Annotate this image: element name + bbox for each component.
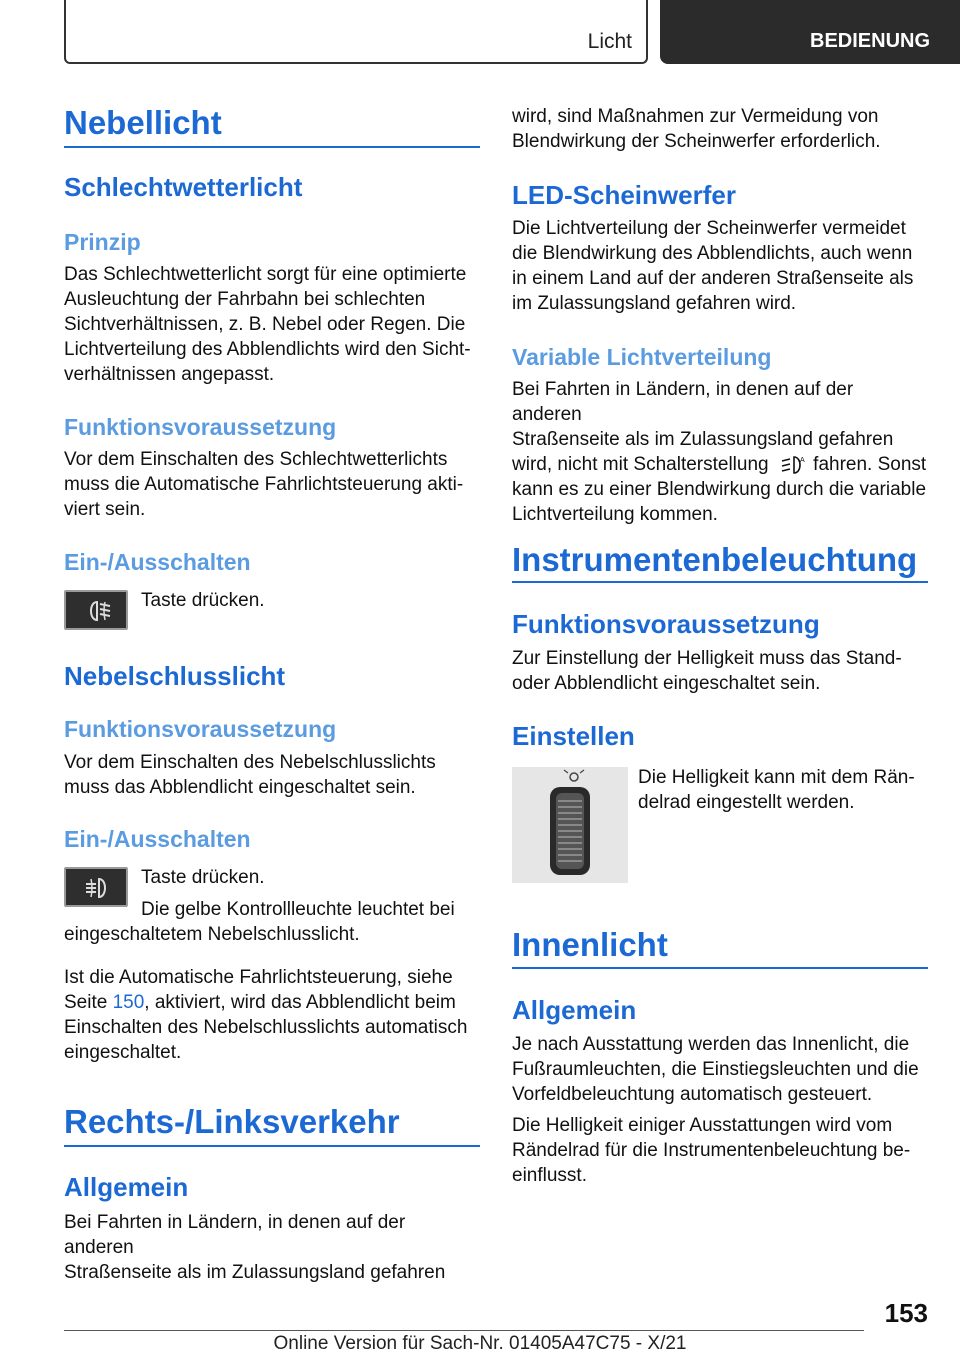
heading-rule — [512, 581, 928, 583]
svg-text:A: A — [799, 456, 805, 464]
heading-nebellicht: Nebellicht — [64, 104, 222, 141]
heading-variable: Variable Lichtverteilung — [512, 344, 772, 370]
heading-funktion-2: Funktionsvoraussetzung — [64, 716, 337, 742]
paragraph-funktion-1: Vor dem Einschalten des Schlechtwetterlichts muss die Automatische Fahrlichtsteuerung akti‐ viert sein. — [64, 449, 464, 520]
heading-rule — [64, 1145, 480, 1147]
heading-allgemein-left: Allgemein — [64, 1172, 189, 1202]
header-section: Licht — [587, 30, 632, 53]
fog-light-icon — [84, 598, 112, 624]
paragraph-auto: Ist die Automatische Fahrlichtsteuerung, siehe Seite 150, aktiviert, wird das Abblendlicht beim Einschalten des Nebelschlusslichts automatisch eingeschaltet. — [64, 967, 468, 1063]
paragraph-variable: Bei Fahrten in Ländern, in denen auf der anderen Straßenseite als im Zulassungsland gefahren wird, nicht mit Schalterstellung A fahren. Sonst kann es zu einer Blendwirkung durch die variable Lichtverteilung kommen. — [512, 379, 927, 525]
heading-rechts-links: Rechts-/Linksverkehr — [64, 1103, 400, 1140]
paragraph-funktion-right: Zur Einstellung der Helligkeit muss das Stand‐ oder Abblendlicht eingeschaltet sein. — [512, 648, 902, 694]
dimmer-wheel-image — [512, 767, 628, 883]
heading-ein-aus-2: Ein-/Ausschalten — [64, 826, 251, 852]
heading-rule — [512, 967, 928, 969]
paragraph-allgemein-right-2: Die Helligkeit einiger Ausstattungen wird vom Rändelrad für die Instrumentenbeleuchtung be‐ einflusst. — [512, 1115, 911, 1186]
heading-einstellen: Einstellen — [512, 721, 635, 751]
footer-rule — [64, 1330, 864, 1331]
rear-fog-button — [64, 867, 128, 907]
fog-light-button — [64, 590, 128, 630]
header-chapter: BEDIENUNG — [810, 30, 931, 52]
paragraph-einstellen: Die Helligkeit kann mit dem Rän‐ delrad eingestellt werden. — [638, 767, 915, 813]
heading-funktion-1: Funktionsvoraussetzung — [64, 414, 337, 440]
heading-allgemein-right: Allgemein — [512, 995, 637, 1025]
paragraph-continued: wird, sind Maßnahmen zur Vermeidung von Blendwirkung der Scheinwerfer erforderlich. — [512, 106, 881, 152]
heading-nebelschlusslicht: Nebelschlusslicht — [64, 661, 286, 691]
paragraph-funktion-2: Vor dem Einschalten des Nebelschlusslichts muss das Abblendlicht eingeschaltet sein. — [64, 752, 436, 798]
heading-schlechtwetterlicht: Schlechtwetterlicht — [64, 172, 303, 202]
heading-led: LED-Scheinwerfer — [512, 180, 736, 210]
page-link-150[interactable]: 150 — [112, 992, 145, 1013]
footer-text: Online Version für Sach-Nr. 01405A47C75 - X/21 — [273, 1333, 687, 1354]
paragraph-allgemein-right-1: Je nach Ausstattung werden das Innenlicht, die Fußraumleuchten, die Einstiegsleuchten und die Vorfeldbeleuchtung automatisch gesteuert. — [512, 1034, 919, 1105]
heading-innenlicht: Innenlicht — [512, 926, 668, 963]
paragraph-led: Die Lichtverteilung der Scheinwerfer vermeidet die Blendwirkung des Abblendlichts, auch wenn in einem Land auf der anderen Straßenseite als im Zulassungsland gefahren wird. — [512, 218, 914, 314]
heading-prinzip: Prinzip — [64, 229, 141, 255]
paragraph-allgemein-left: Bei Fahrten in Ländern, in denen auf der anderen Straßenseite als im Zulassungsland gefahren — [64, 1212, 446, 1283]
taste-2: Taste drücken. — [141, 867, 265, 888]
paragraph-prinzip: Das Schlechtwetterlicht sorgt für eine optimierte Ausleuchtung der Fahrbahn bei schlechten Sichtverhältnissen, z. B. Nebel oder Regen. Die Lichtverteilung des Abblendlichts wird den Sicht‐ verhältnissen angepasst. — [64, 264, 471, 385]
header-chapter-box — [660, 0, 960, 64]
heading-funktion-right: Funktionsvoraussetzung — [512, 609, 820, 639]
header-section-box — [64, 0, 648, 64]
rear-fog-icon — [84, 875, 112, 901]
heading-ein-aus-1: Ein-/Ausschalten — [64, 549, 251, 575]
kontroll-line-2: eingeschaltetem Nebelschlusslicht. — [64, 924, 360, 945]
kontroll-line-1: Die gelbe Kontrollleuchte leuchtet bei — [141, 899, 455, 920]
page-number: 153 — [884, 1298, 928, 1328]
taste-1: Taste drücken. — [141, 590, 265, 611]
heading-instrumentenbeleuchtung: Instrumentenbeleuchtung — [512, 541, 918, 578]
heading-rule — [64, 146, 480, 148]
auto-light-icon — [774, 454, 808, 476]
dimmer-wheel-icon — [512, 767, 628, 883]
